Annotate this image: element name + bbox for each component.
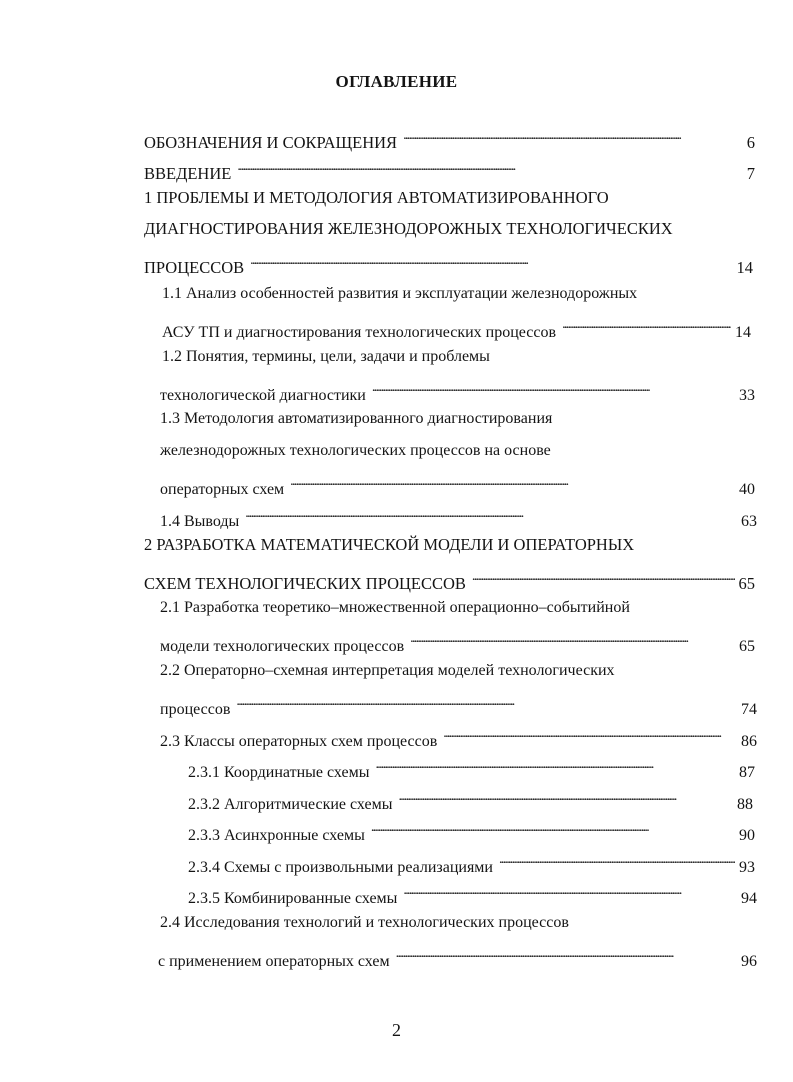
toc-entry — [160, 690, 757, 718]
toc-entry — [162, 313, 751, 341]
toc-entry-text: 2.2 Операторно–схемная интерпретация моделей технологических — [160, 662, 615, 679]
toc-entry-text: 2.3 Классы операторных схем процессов — [160, 733, 438, 750]
toc-entry — [160, 439, 551, 463]
toc-entry-text: ВВЕДЕНИЕ — [144, 164, 232, 183]
toc-entry — [162, 282, 637, 306]
toc-entry-page: 86 — [741, 733, 757, 750]
toc-leader-dots — [499, 848, 735, 872]
toc-entry-page: 65 — [739, 638, 755, 655]
toc-entry — [160, 502, 757, 530]
toc-leader-dots — [410, 627, 735, 651]
toc-entry — [160, 627, 755, 655]
toc-entry-text: ДИАГНОСТИРОВАНИЯ ЖЕЛЕЗНОДОРОЖНЫХ ТЕХНОЛОГИЧЕСКИХ — [144, 219, 673, 238]
toc-entry-text: 2 РАЗРАБОТКА МАТЕМАТИЧЕСКОЙ МОДЕЛИ И ОПЕРАТОРНЫХ — [144, 535, 635, 554]
toc-entry-page: 63 — [741, 513, 757, 530]
page-title: ОГЛАВЛЕНИЕ — [335, 72, 458, 91]
toc-entry-page: 87 — [739, 764, 755, 781]
toc-leader-dots — [372, 376, 735, 400]
toc-entry-text: технологической диагностики — [160, 387, 366, 404]
toc-entry-page: 14 — [736, 258, 753, 277]
toc-entry-text: СХЕМ ТЕХНОЛОГИЧЕСКИХ ПРОЦЕССОВ — [144, 574, 466, 593]
toc-leader-dots — [236, 690, 737, 714]
toc-entry — [188, 753, 755, 781]
toc-entry-text: ПРОЦЕССОВ — [144, 258, 245, 277]
toc-entry-page: 94 — [741, 890, 757, 907]
toc-entry — [160, 407, 552, 431]
toc-entry-text: 1.4 Выводы — [160, 513, 240, 530]
toc-entry-text: 2.3.4 Схемы с произвольными реализациями — [188, 859, 493, 876]
toc-leader-dots — [403, 879, 737, 903]
toc-entry — [188, 879, 757, 907]
toc-entry-page: 93 — [739, 859, 755, 876]
toc-leader-dots — [403, 124, 743, 148]
toc-entry-text: АСУ ТП и диагностирования технологических процессов — [162, 324, 557, 341]
toc-entry-text: 2.1 Разработка теоретико–множественной операционно–событийной — [160, 599, 630, 616]
toc-entry — [162, 345, 490, 369]
toc-entry-page: 6 — [746, 133, 755, 152]
toc-entry — [144, 186, 609, 210]
toc-entry-page: 74 — [741, 701, 757, 718]
toc-entry — [160, 596, 630, 620]
toc-entry — [160, 911, 569, 935]
toc-entry — [144, 124, 755, 152]
toc-leader-dots — [443, 722, 737, 746]
toc-leader-dots — [237, 155, 742, 179]
toc-entry — [158, 942, 757, 970]
toc-entry — [160, 722, 757, 750]
toc-leader-dots — [290, 470, 735, 494]
toc-leader-dots — [562, 313, 731, 337]
toc-entry-text: ОБОЗНАЧЕНИЯ И СОКРАЩЕНИЯ — [144, 133, 398, 152]
toc-entry-text: 1.3 Методология автоматизированного диагностирования — [160, 410, 553, 427]
toc-entry — [144, 565, 755, 593]
toc-entry-page: 33 — [739, 387, 755, 404]
toc-entry-text: 1 ПРОБЛЕМЫ И МЕТОДОЛОГИЯ АВТОМАТИЗИРОВАННОГО — [144, 188, 609, 207]
toc-entry — [144, 249, 753, 277]
toc-leader-dots — [250, 249, 732, 273]
toc-entry-text: процессов — [160, 701, 231, 718]
toc-entry-text: 2.3.3 Асинхронные схемы — [188, 827, 365, 844]
toc-leader-dots — [472, 565, 735, 589]
toc-leader-dots — [396, 942, 737, 966]
toc-leader-dots — [371, 816, 735, 840]
toc-entry-page: 90 — [739, 827, 755, 844]
toc-entry — [188, 816, 755, 844]
toc-entry-text: 1.2 Понятия, термины, цели, задачи и проблемы — [162, 348, 490, 365]
toc-entry-page: 14 — [735, 324, 751, 341]
toc-entry — [160, 659, 615, 683]
toc-entry-page: 40 — [739, 481, 755, 498]
page-number: 2 — [392, 1020, 401, 1040]
toc-entry-page: 65 — [738, 574, 755, 593]
toc-leader-dots — [399, 785, 734, 809]
toc-entry — [144, 155, 755, 183]
toc-entry-page: 7 — [746, 164, 755, 183]
toc-entry — [160, 376, 755, 404]
toc-entry — [144, 533, 634, 557]
toc-entry-text: модели технологических процессов — [160, 638, 405, 655]
toc-entry-text: 2.3.5 Комбинированные схемы — [188, 890, 398, 907]
toc-entry-text: с применением операторных схем — [158, 953, 390, 970]
toc-entry — [188, 785, 753, 813]
toc-entry-text: 1.1 Анализ особенностей развития и эксплуатации железнодорожных — [162, 285, 638, 302]
toc-entry — [160, 470, 755, 498]
toc-entry-text: 2.3.2 Алгоритмические схемы — [188, 796, 393, 813]
toc-leader-dots — [245, 502, 737, 526]
toc-entry-text: железнодорожных технологических процессов на основе — [160, 442, 551, 459]
toc-entry — [144, 217, 673, 241]
toc-entry-text: 2.3.1 Координатные схемы — [188, 764, 370, 781]
toc-entry-text: 2.4 Исследования технологий и технологических процессов — [160, 914, 569, 931]
toc-leader-dots — [376, 753, 736, 777]
toc-entry-page: 96 — [741, 953, 757, 970]
toc-entry — [188, 848, 755, 876]
toc-entry-page: 88 — [737, 796, 753, 813]
toc-entry-text: операторных схем — [160, 481, 285, 498]
